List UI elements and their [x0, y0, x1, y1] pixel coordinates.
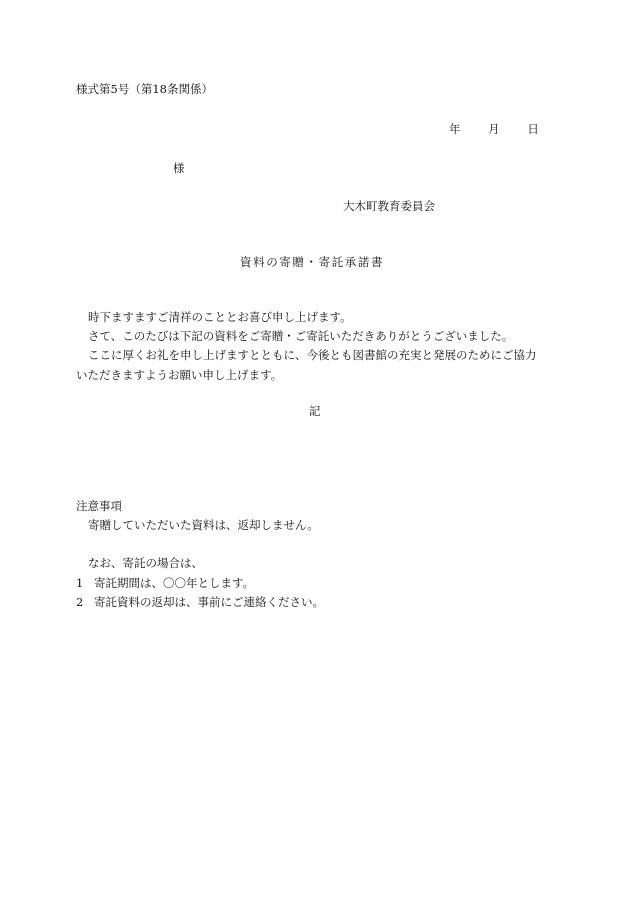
- consignment-intro: なお、寄託の場合は、: [88, 556, 203, 570]
- consignment-item-text: 寄託期間は、〇〇年とします。: [94, 576, 255, 590]
- ki-heading: 記: [309, 404, 321, 418]
- body-paragraph-2: さて、このたびは下記の資料をご寄贈・ご寄託いただきありがとうございました。: [88, 329, 514, 343]
- consignment-item-1: [76, 578, 254, 590]
- note-item: 寄贈していただいた資料は、返却しません。: [88, 518, 319, 532]
- consignment-item-2: [76, 597, 324, 609]
- consignment-item-text: 寄託資料の返却は、事前にご連絡ください。: [94, 595, 324, 609]
- body-paragraph-3-line-1: ここに厚くお礼を申し上げますとともに、今後とも図書館の充実と発展のためにご協力: [88, 348, 537, 362]
- body-paragraph-1: 時下ますますご清祥のこととお喜び申し上げます。: [88, 310, 352, 324]
- sender-name: 大木町教育委員会: [343, 199, 435, 213]
- form-number: 様式第5号（第18条関係）: [76, 82, 213, 96]
- date-line: [449, 124, 539, 136]
- consignment-item-number: 1: [76, 576, 84, 590]
- recipient-suffix: 様: [173, 161, 185, 175]
- date-year-label: 年: [449, 122, 461, 136]
- notes-heading: 注意事項: [76, 499, 122, 513]
- date-day-label: 日: [527, 122, 539, 136]
- date-month-label: 月: [488, 122, 500, 136]
- consignment-item-number: 2: [76, 595, 84, 609]
- document-title: 資料の寄贈・寄託承諾書: [240, 255, 385, 269]
- body-paragraph-3-line-2: いただきますようお願い申し上げます。: [76, 368, 283, 382]
